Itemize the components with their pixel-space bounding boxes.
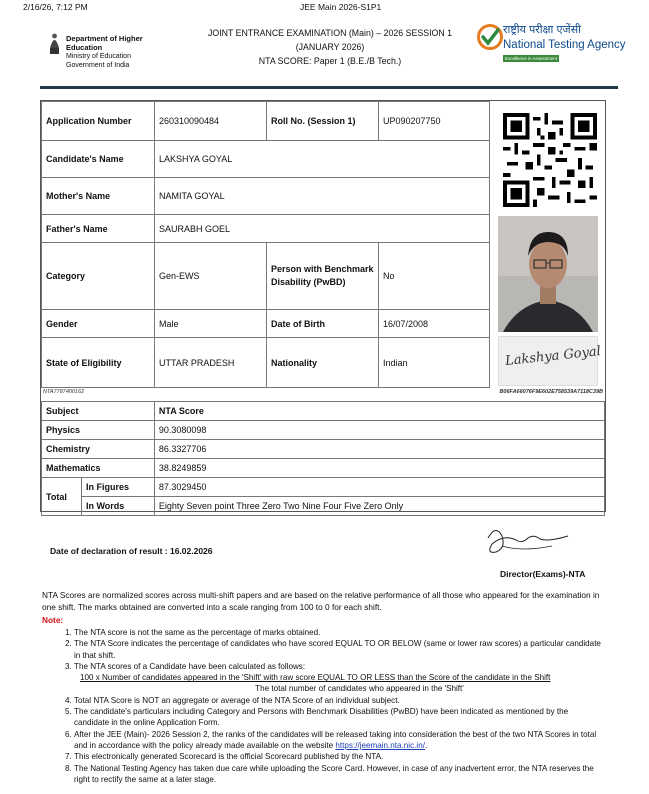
total-in-words: Eighty Seven point Three Zero Two Nine Four Five Zero Only: [154, 497, 604, 516]
candidate-details-table: [41, 101, 490, 388]
list-item: [74, 706, 605, 729]
candidate-signature: [498, 336, 602, 386]
ministry-logo: [48, 28, 168, 68]
nta-hindi-name: राष्ट्रीय परीक्षा एजेंसी: [503, 24, 581, 36]
ministry-line-2: Ministry of Education: [66, 53, 131, 60]
note-6-end: .: [424, 740, 428, 750]
in-words-label: In Words: [81, 497, 154, 516]
document-code-left: NTA7787400162: [43, 389, 85, 395]
table-row: [42, 459, 605, 478]
candidate-name-value: LAKSHYA GOYAL: [155, 141, 490, 178]
print-timestamp: 2/16/26, 7:12 PM: [23, 2, 88, 12]
nationality-value: Indian: [379, 338, 490, 388]
dob-value: 16/07/2008: [379, 310, 490, 338]
header-rule: [40, 86, 618, 89]
list-item: [74, 695, 605, 706]
table-row: [42, 402, 605, 421]
table-row: [42, 497, 605, 516]
table-row: [42, 243, 490, 310]
normalization-paragraph: NTA Scores are normalized scores across multi-shift papers and are based on the relative performance of all those who appeared for the examination in one shift. The marks obtained are converted into a scale ranging from 100 to 0 for each shift.: [42, 590, 600, 612]
note-4: Total NTA Score is NOT an aggregate or average of the NTA Score of an individual subject.: [74, 695, 400, 705]
notes-list: [60, 627, 605, 785]
list-item: [74, 729, 605, 752]
nta-score-header: NTA Score: [154, 402, 604, 421]
mother-name-value: NAMITA GOYAL: [155, 178, 490, 215]
chemistry-score: 86.3327706: [154, 440, 604, 459]
dob-label: Date of Birth: [267, 310, 379, 338]
pwbd-label: Person with Benchmark Disability (PwBD): [267, 243, 379, 310]
pwbd-value: No: [379, 243, 490, 310]
list-item: [74, 751, 605, 762]
list-item: [74, 627, 605, 638]
table-row: [42, 338, 490, 388]
total-in-figures: 87.3029450: [154, 478, 604, 497]
physics-score: 90.3080098: [154, 421, 604, 440]
table-row: [42, 215, 490, 243]
nta-check-icon: [477, 24, 503, 50]
state-value: UTTAR PRADESH: [155, 338, 267, 388]
table-row: [42, 440, 605, 459]
table-row: [42, 102, 490, 141]
jee-website-link[interactable]: https://jeemain.nta.nic.in/: [335, 740, 425, 750]
nta-logo: [477, 22, 626, 70]
ministry-line-3: Government of India: [66, 62, 130, 69]
nta-english-name: National Testing Agency: [503, 39, 626, 51]
exam-title-line-2: (JANUARY 2026): [295, 42, 365, 52]
note-3: The NTA scores of a Candidate have been calculated as follows:: [74, 661, 306, 671]
father-name-label: Father's Name: [42, 215, 155, 243]
document-code-right: B06FA66076F9E602E758539A7118C39B: [499, 389, 603, 395]
note-8: The National Testing Agency has taken due care while uploading the Score Card. However, in case of any inadvertent error, the NTA reserves the right to rectify the same at a later stage.: [74, 763, 594, 784]
category-label: Category: [42, 243, 155, 310]
candidate-photo: [498, 216, 598, 332]
formula-denominator: The total number of candidates who appeared in the 'Shift': [255, 684, 464, 694]
exam-title: [175, 26, 485, 68]
scorecard: [40, 100, 606, 512]
document-header: [40, 22, 626, 82]
candidate-name-label: Candidate's Name: [42, 141, 155, 178]
score-table: [41, 401, 605, 516]
chemistry-label: Chemistry: [42, 440, 155, 459]
note-5: The candidate's particulars including Category and Persons with Benchmark Disabilities (PwBD) have been indicated as mentioned by the candidate in the online Application Form.: [74, 707, 569, 728]
table-row: [42, 141, 490, 178]
director-signature: [482, 522, 572, 562]
note-7: This electronically generated Scorecard is the official Scorecard published by the NTA.: [74, 752, 384, 762]
note-heading: Note:: [42, 615, 64, 625]
exam-title-line-1: JOINT ENTRANCE EXAMINATION (Main) – 2026 SESSION 1: [207, 28, 453, 38]
print-page-title: JEE Main 2026-S1P1: [300, 2, 382, 12]
signature-text: Lakshya Goyal: [504, 344, 602, 369]
state-label: State of Eligibility: [42, 338, 155, 388]
note-1: The NTA score is not the same as the percentage of marks obtained.: [74, 628, 321, 637]
subject-header: Subject: [42, 402, 155, 421]
list-item: [74, 638, 605, 661]
print-header: [0, 0, 649, 14]
application-number-label: Application Number: [42, 102, 155, 141]
table-row: [42, 178, 490, 215]
in-figures-label: In Figures: [81, 478, 154, 497]
total-label: Total: [42, 478, 82, 516]
nta-tagline: Excellence in Assessment: [505, 56, 558, 61]
national-emblem-icon: [48, 30, 61, 56]
table-row: [42, 478, 605, 497]
mathematics-score: 38.8249859: [154, 459, 604, 478]
roll-no-label: Roll No. (Session 1): [267, 102, 379, 141]
ministry-line-1: Department of Higher Education: [66, 34, 143, 52]
note-2: The NTA Score indicates the percentage of candidates who have scored EQUAL TO OR BELOW (same or lower raw scores) a particular candidate in that shift.: [74, 639, 601, 660]
nationality-label: Nationality: [267, 338, 379, 388]
formula-numerator: 100 x Number of candidates appeared in the 'Shift' with raw score EQUAL TO OR LESS than the Score of the candidate in the Shift: [80, 673, 551, 683]
category-value: Gen-EWS: [155, 243, 267, 310]
gender-label: Gender: [42, 310, 155, 338]
declaration-date: Date of declaration of result : 16.02.2026: [50, 546, 213, 556]
qr-code: [503, 113, 597, 207]
list-item: [74, 661, 605, 695]
father-name-value: SAURABH GOEL: [155, 215, 490, 243]
mathematics-label: Mathematics: [42, 459, 155, 478]
table-row: [42, 310, 490, 338]
mother-name-label: Mother's Name: [42, 178, 155, 215]
table-row: [42, 421, 605, 440]
director-title: Director(Exams)-NTA: [500, 569, 586, 579]
note-6: After the JEE (Main)- 2026 Session 2, the ranks of the candidates will be released taking into consideration the best of the two NTA Scores in total and in accordance with the policy already made available on the website: [74, 729, 597, 750]
ministry-text: [66, 34, 176, 70]
exam-title-line-3: NTA SCORE: Paper 1 (B.E./B Tech.): [258, 56, 402, 66]
physics-label: Physics: [42, 421, 155, 440]
list-item: [74, 763, 605, 786]
roll-no-value: UP090207750: [379, 102, 490, 141]
gender-value: Male: [155, 310, 267, 338]
application-number-value: 260310090484: [155, 102, 267, 141]
